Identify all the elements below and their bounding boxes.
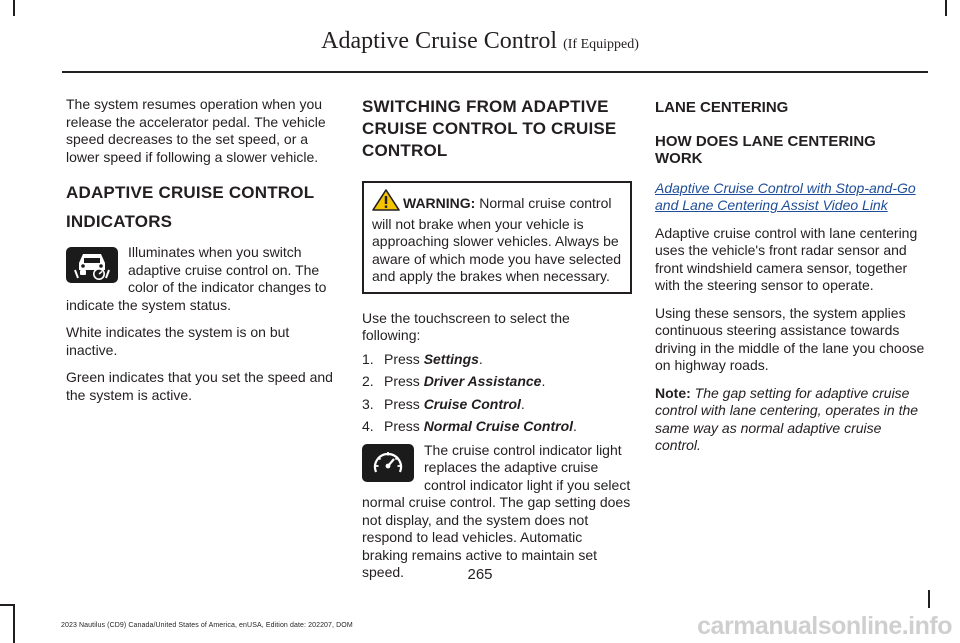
step-end: . [520,395,525,412]
normal-cruise-paragraph: The cruise control indicator light replaces the adaptive cruise control indicator light if you select normal cruise control. The gap setting does not display, and the system does not respond to lead vehicles. Automatic braking remains active to maintain set speed. [362,441,631,580]
step-press: Press [384,373,420,389]
note-paragraph [655,385,927,455]
switching-heading-line1: SWITCHING FROM ADAPTIVE [362,97,609,116]
warning-triangle-icon [372,189,400,216]
step-item: Settings [423,350,479,367]
edition-footer: 2023 Nautilus (CD9) Canada/United States of America, enUSA, Edition date: 202207, DOM [61,622,353,629]
intro-paragraph: The system resumes operation when you release the accelerator pedal. The vehicle speed decreases to the set speed, or a lower speed if following a slower vehicle. [66,96,326,165]
note-label: Note: [655,384,691,401]
steps-list [362,351,632,436]
column-3 [655,96,927,465]
header-title-text: Adaptive Cruise Control [321,28,558,54]
column-1 [66,96,338,414]
step-number: 1. [362,350,374,367]
page-number: 265 [467,566,493,583]
crop-mark-bottom-right [928,590,930,608]
step-press: Press [384,418,420,434]
list-item [362,373,632,391]
adaptive-cruise-indicator-icon [66,247,118,283]
step-number: 4. [362,418,374,434]
page-header-title [0,28,960,55]
step-end: . [541,373,546,389]
list-item [362,351,632,369]
lane-centering-para2: Using these sensors, the system applies continuous steering assistance towards driving in the middle of the lane you choose on highway roads. [655,304,925,373]
crop-mark-bottom-left-h [0,604,14,606]
crop-mark-top-left [13,0,15,16]
lane-centering-heading: LANE CENTERING [655,99,789,116]
step-end: . [573,418,577,434]
crop-mark-top-right [945,0,947,16]
normal-cruise-block [362,442,632,582]
warning-label: WARNING: [403,195,476,211]
indicators-heading [66,182,338,232]
indicator-block [66,244,338,314]
warning-text: Normal cruise control will not brake when your vehicle is approaching slower vehicles. Always be aware of which mode you have selected and apply the brakes when necessary. [372,195,622,284]
step-item: Normal Cruise Control [423,418,574,434]
indicators-heading-line1: ADAPTIVE CRUISE CONTROL [66,183,315,202]
step-end: . [478,350,483,367]
step-item: Driver Assistance [423,373,542,389]
step-number: 3. [362,395,374,412]
watermark: carmanualsonline.info [697,612,952,640]
switching-heading [362,96,632,161]
warning-box [362,181,632,294]
crop-mark-bottom-left [13,604,15,643]
green-indicator-paragraph: Green indicates that you set the speed and the system is active. [66,369,333,403]
cruise-control-indicator-icon [362,444,414,482]
note-text: The gap setting for adaptive cruise control with lane centering, operates in the same way as normal adaptive cruise control. [655,384,919,453]
step-item: Cruise Control [423,395,521,412]
list-item [362,396,632,414]
switching-heading-line3: CONTROL [362,141,448,160]
touchscreen-intro: Use the touchscreen to select the following: [362,309,570,343]
switching-heading-line2: CRUISE CONTROL TO CRUISE [362,119,617,138]
header-divider [62,71,928,73]
indicator-paragraph: Illuminates when you switch adaptive cruise control on. The color of the indicator changes to indicate the system status. [66,244,327,313]
step-press: Press [384,395,420,412]
step-press: Press [384,350,420,367]
video-link[interactable]: Adaptive Cruise Control with Stop-and-Go and Lane Centering Assist Video Link [655,179,916,213]
column-2 [362,96,632,592]
step-number: 2. [362,373,374,389]
how-lane-centering-works-heading: HOW DOES LANE CENTERING WORK [655,132,876,167]
lane-centering-para1: Adaptive cruise control with lane centering uses the vehicle's front radar sensor and front windshield camera sensor, together with the steering sensor to operate. [655,224,918,293]
white-indicator-paragraph: White indicates the system is on but inactive. [66,324,290,358]
list-item [362,418,632,436]
header-title-suffix: (If Equipped) [563,37,639,52]
indicators-heading-line2: INDICATORS [66,212,173,231]
